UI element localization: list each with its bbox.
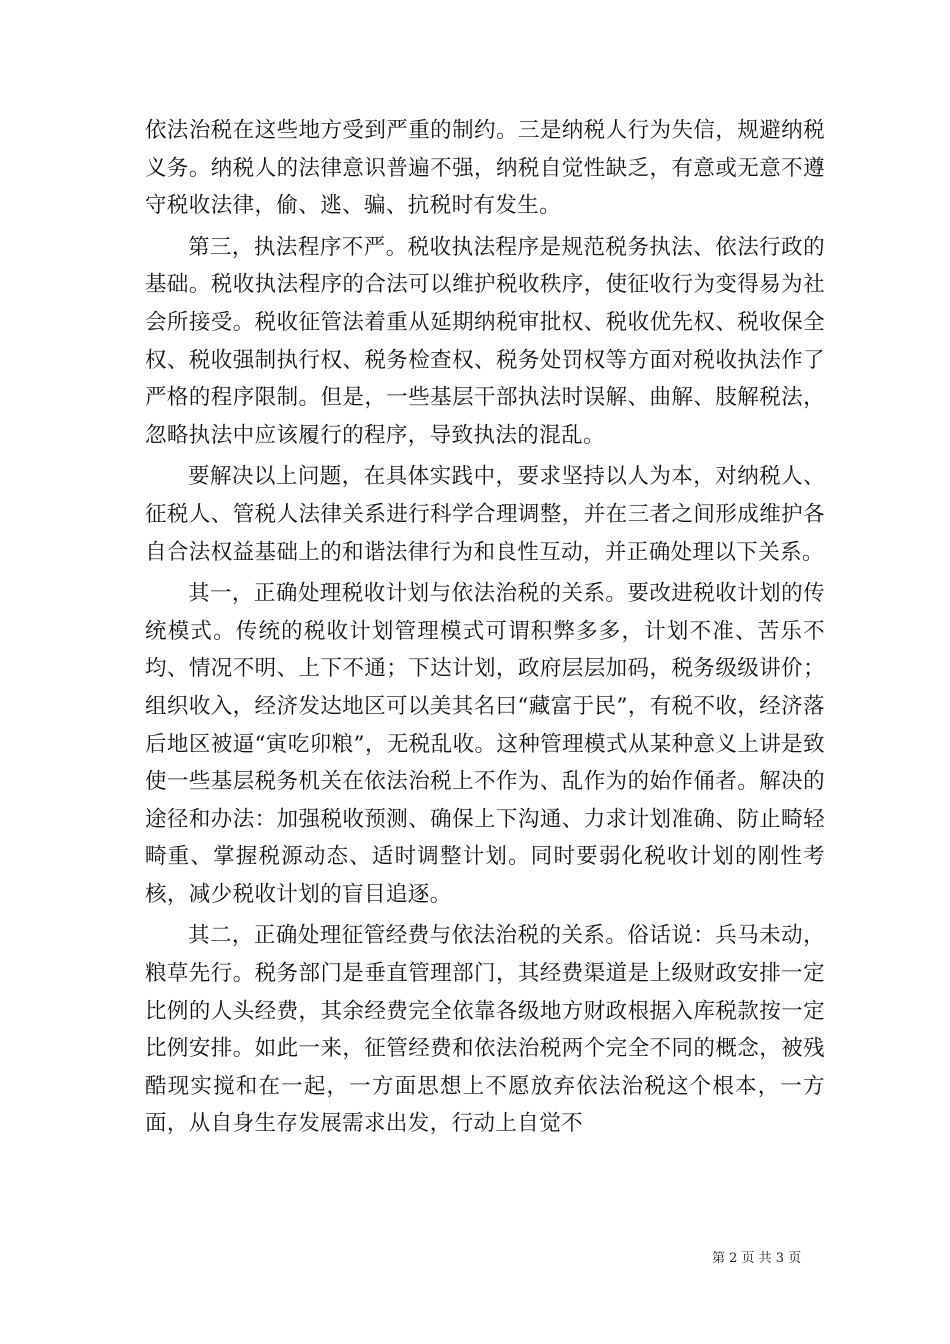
paragraph-2: 第三，执法程序不严。税收执法程序是规范税务执法、依法行政的基础。税收执法程序的合法可以维护税收秩序，使征收行为变得易为社会所接受。税收征管法着重从延期纳税审批权、税收优先权、税收保全权、税收强制执行权、税务检查权、税务处罚权等方面对税收执法作了严格的程序限制。但是，一些基层干部执法时误解、曲解、肢解税法，忽略执法中应该履行的程序，导致执法的混乱。 bbox=[145, 234, 825, 448]
paragraph-4: 其一，正确处理税收计划与依法治税的关系。要改进税收计划的传统模式。传统的税收计划管理模式可谓积弊多多，计划不准、苦乐不均、情况不明、上下不通；下达计划，政府层层加码，税务级级讲价；组织收入，经济发达地区可以美其名曰“藏富于民”，有税不收，经济落后地区被逼“寅吃卯粮”，无税乱收。这种管理模式从某种意义上讲是致使一些基层税务机关在依法治税上不作为、乱作为的始作俑者。解决的途径和办法：加强税收预测、确保上下沟通、力求计划准确、防止畸轻畸重、掌握税源动态、适时调整计划。同时要弱化税收计划的刚性考核，减少税收计划的盲目追逐。 bbox=[145, 581, 825, 907]
paragraph-1: 依法治税在这些地方受到严重的制约。三是纳税人行为失信，规避纳税义务。纳税人的法律意识普遍不强，纳税自觉性缺乏，有意或无意不遵守税收法律，偷、逃、骗、抗税时有发生。 bbox=[145, 118, 825, 219]
paragraph-3: 要解决以上问题，在具体实践中，要求坚持以人为本，对纳税人、征税人、管税人法律关系进行科学合理调整，并在三者之间形成维护各自合法权益基础上的和谐法律行为和良性互动，并正确处理以下关系。 bbox=[145, 464, 825, 565]
document-body bbox=[145, 112, 825, 1147]
page-number-footer: 第 2 页 共 3 页 bbox=[712, 1251, 802, 1266]
paragraph-5: 其二，正确处理征管经费与依法治税的关系。俗话说：兵马未动，粮草先行。税务部门是垂直管理部门，其经费渠道是上级财政安排一定比例的人头经费，其余经费完全依靠各级地方财政根据入库税款按一定比例安排。如此一来，征管经费和依法治税两个完全不同的概念，被残酷现实搅和在一起，一方面思想上不愿放弃依法治税这个根本，一方面，从自身生存发展需求出发，行动上自觉不 bbox=[145, 923, 825, 1137]
